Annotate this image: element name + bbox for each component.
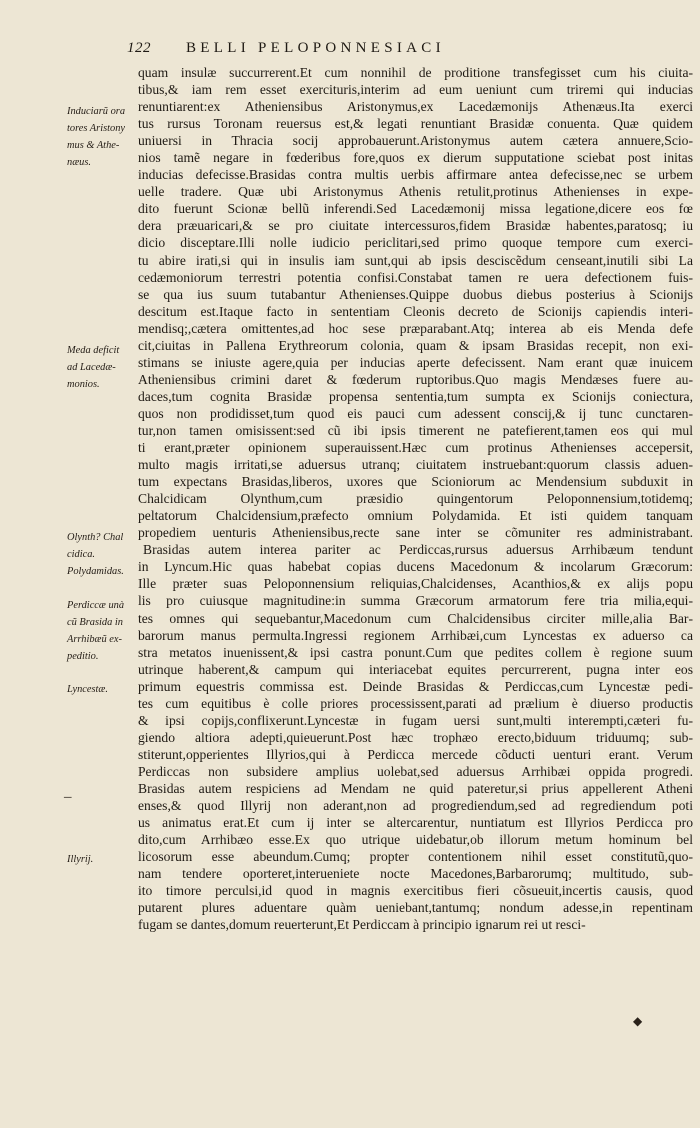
text-line: & ipsi copijs,conflixerunt.Lyncestæ in fugam uersi sunt,multi interempti,cæteri fu‑ (138, 712, 693, 728)
text-line: tur,non tamen omisissent:sed cũ ibi ipsis timerent ne patefierent,tamen eos qui mul (138, 422, 693, 438)
text-line: stra metatos inuenissent,& ipsi castra ponunt.Cum que pedites collem è regione suum (138, 644, 693, 660)
margin-note-line: Olynth? Chal (67, 532, 124, 543)
margin-note-perdiccae (67, 597, 141, 665)
margin-note-line: Induciarũ ora (67, 106, 126, 117)
page-header (0, 40, 700, 64)
margin-note-line: ad Lacedæ‑ (67, 362, 116, 373)
text-line: se qua ius suum tutabantur Athenienses.Quippe duobus diebus posterius à Scionijs (138, 286, 693, 302)
text-line: tibus,& iam rem esset exercituris,interim ad eum ueniunt cum triremi qui inducias (138, 82, 693, 98)
text-line: nios tamẽ negare in fœderibus fore,quos ex dierum supputatione sciebat post initas (138, 150, 693, 166)
text-line: dera præuaricari,& se pro ciuitate intercessuros,fidem Brasidæ habentes,paratosq; iu (138, 218, 693, 234)
text-line: utrinque haberent,& campum qui interiacebat equites percurrerent, pugna inter eos (138, 661, 693, 677)
text-line: quam insulæ succurrerent.Et cum nonnihil de proditione transfegisset cum his ciuita‑ (138, 65, 693, 80)
margin-note-olynthus (67, 529, 141, 563)
running-head: BELLI PELOPONNESIACI (186, 40, 445, 56)
text-line: tes omnes qui sequebantur,Macedonum cum Chalcidensibus circiter mille,alia Bar‑ (138, 610, 693, 626)
text-line: Ille præter suas Peloponnensium reliquias,Chalcidenses, Acanthios,& ex alijs popu (138, 576, 693, 592)
text-line: tus rursus Toronam reuersus est,& legati renuntiant Brasidæ conuenta. Quæ quidem (138, 116, 693, 132)
margin-note-menda (67, 342, 141, 393)
text-line: ito timore perculsi,id quod in magnis exercitibus fieri cõsueuit,incertis causis, quod (138, 883, 693, 899)
text-line: licosorum esse abeundum.Cumq; propter contentionem nihil esset constitutũ,quo‑ (138, 849, 693, 865)
margin-note-line: næus. (67, 157, 91, 168)
margin-note-line: Perdiccæ unà (67, 600, 125, 611)
margin-note-line: Meda deficit (67, 345, 120, 356)
text-line: stiterunt,opperientes Illyrios,qui à Perdicca mercede cõducti uenturi erant. Verum (138, 746, 693, 762)
text-line: tes cum equitibus è colle priores processissent,parati ad prælium è diuerso productis (138, 695, 693, 711)
text-line: nam tendere oporteret,interueniete nocte Macedones,Barbarorumq; multitudo, sub‑ (138, 866, 693, 882)
ornament-diamond: ◆ (633, 1014, 643, 1028)
text-line: barorum manus permulta.Ingressi regionem Arrhibæi,cum Lyncestas ex aduerso ca (138, 627, 693, 643)
margin-note-line: cũ Brasida in (67, 617, 123, 628)
text-line: propediem uenturis Atheniensibus,recte sane inter se cõmuniter res administrabant. (138, 525, 693, 541)
text-line: descitum est.Itaque facto in sententiam Cleonis decreto de Scionijs capiendis interi‑ (138, 303, 693, 319)
margin-note-line: tores Aristony (67, 123, 126, 134)
text-line: Chalcidicam Olynthum,cum præsidio quingentorum Peloponnensium,totidemq; (138, 491, 693, 507)
text-line: Brasidas autem interea pariter ac Perdiccas,rursus aduersus Arrhibæum tendunt (143, 542, 693, 558)
text-line: dito fuerunt Scionæ bellũ inferendi.Sed Lacedæmonij missa legatione,dicere eos fœ (138, 201, 693, 217)
margin-note-line: mus & Athe‑ (67, 140, 120, 151)
text-line: ti erant,præter opinionem superauissent.Hæc cum protinus Athenienses accepersit, (138, 440, 693, 456)
text-line: dito,cum Arrhibæo esse.Ex quo utrique uidebatur,ob illorum metum hominum bel (138, 832, 693, 848)
text-line: fugam se dantes,domum reuerterunt,Et Perdiccam à principio ignarum rei ut resci‑ (138, 917, 586, 933)
text-line: lis pro cuiusque magnitudine:in summa Græcorum armatorum fere tria milia,equi‑ (138, 593, 693, 609)
text-line: Perdiccas non subsidere amplius uolebat,sed aduersus Arrhibæi oppida progredi. (138, 763, 693, 779)
text-line: primum equestris commissa est. Deinde Brasidas & Perdiccas,cum Lyncestæ pedi‑ (138, 678, 693, 694)
margin-note-line: Illyrij. (67, 854, 94, 865)
main-text-block (138, 64, 693, 933)
text-line: dicio disceptare.Illi nolle iudicio periclitari,sed primo quoque tempore cum exerci‑ (138, 235, 693, 251)
text-line: tu abire irati,si qui in insulis iam sunt,qui ab ipsis desciscẽdum censeant,inutili sibi La (138, 252, 693, 268)
text-line: putarent plures aduentare quàm ueniebant,tantumq; nondum adesse,in repentinam (138, 900, 693, 916)
text-line: uelle tradere. Quæ ubi Aristonymus Athenis retulit,protinus Athenienses in expe‑ (138, 184, 693, 200)
margin-note-polydamidas (67, 563, 141, 580)
margin-note-lyncestae (67, 681, 141, 698)
text-line: stimans se iniuste agere,quia per inducias aperte defecissent. Nam erant quæ inuicem (138, 354, 693, 370)
text-line: renuntiarent:ex Atheniensibus Aristonymus,ex Lacedæmonijs Athenæus.Ita exerci (138, 99, 693, 115)
text-line: giendo altiora adepti,quieuerunt.Post hæc trophæo erecto,biduum triduumq; sub‑ (138, 729, 693, 745)
text-line: cedæmoniorum terrestri potentia confisi.Constabat tamen re uera defectionem fuis‑ (138, 269, 693, 285)
margin-note-line: Lyncestæ. (67, 684, 108, 695)
margin-note-induciarum (67, 103, 141, 171)
text-line: us animatus erat.Et cum ij inter se altercarentur, nuntiatum est Illyrios Perdicca pro (138, 815, 693, 831)
text-line: daces,tum cognita Brasidæ propensa sententia,tum sumpta ex Scionijs coniectura, (138, 388, 693, 404)
margin-note-line: monios. (67, 379, 100, 390)
page-number: 122 (127, 40, 151, 56)
text-line: quos non prodidisset,tum quod eis pauci cum adessent conscij,& ij tunc cunctaren‑ (138, 405, 693, 421)
text-line: tum expectans Brasidas,liberos, uxores que Scioniorum ac Mendensium subduxit in (138, 474, 693, 490)
margin-note-line: peditio. (67, 651, 99, 662)
text-line: peltatorum Chalcidensium,præfecto omnium Polydamida. Et isti quidem tanquam (138, 508, 693, 524)
margin-note-line: Polydamidas. (67, 566, 124, 577)
text-line: Brasidas autem respiciens ad Mendam ne quid pateretur,si prius appellerent Atheni (138, 780, 693, 796)
text-line: mendisq;,cætera omittentes,ad hoc sese præparabant.Atq; interea ab eis Menda defe (138, 320, 693, 336)
text-line: inducias defecisse.Brasidas contra multis uerbis affirmare antea defecisse,nec se urbem (138, 167, 693, 183)
text-line: multo magis irritati,se aduersus utranq; ciuitatem instruebant:quorum classis aduen‑ (138, 457, 693, 473)
text-line: cit,ciuitas in Pallena Erythreorum colonia, quam & ipsam Brasidas recepit, non exi‑ (138, 337, 693, 353)
margin-note-line: Arrhibæũ ex‑ (67, 634, 122, 645)
margin-note-illyrii (67, 851, 141, 868)
margin-note-line: cidica. (67, 549, 95, 560)
text-line: uniuersi in Thracia socij approbauerunt.Aristonymus autem cætera annuere,Scio‑ (138, 133, 693, 149)
text-line: enses,& quod Illyrij non aderant,non ad progrediendum,sed ad regrediendum poti (138, 798, 693, 814)
text-line: Atheniensibus crimini daret & fœderum ruptoribus.Quo magis Mendæses fuere au‑ (138, 371, 693, 387)
text-line: in Lyncum.Hic quas habebat copias ducens Macedonum & incolarum Græcorum: (138, 559, 693, 575)
margin-dash-mark: – (64, 789, 72, 805)
